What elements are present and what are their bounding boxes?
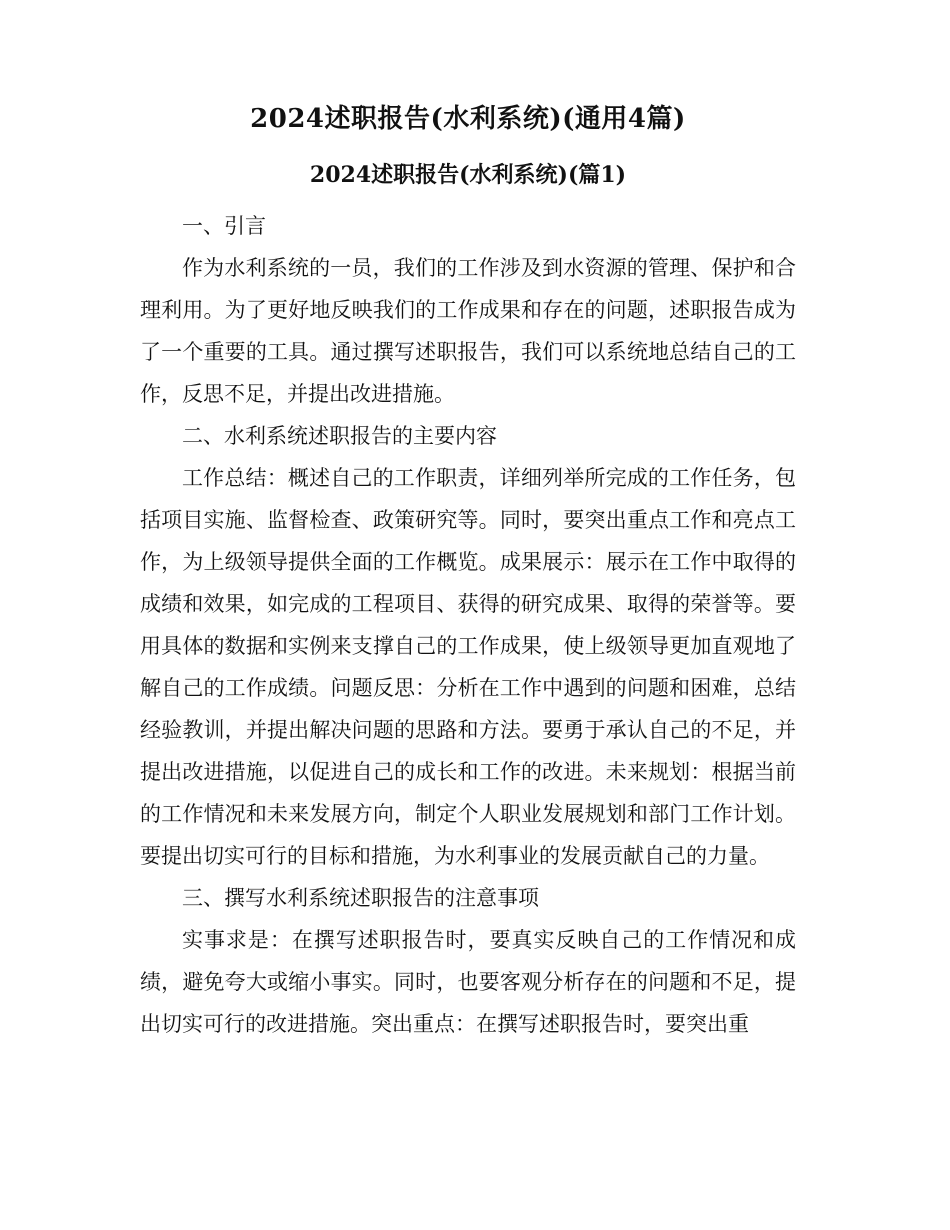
section-heading-notes: 三、撰写水利系统述职报告的注意事项 xyxy=(182,886,539,910)
document-title: 2024述职报告(水利系统)(通用4篇) xyxy=(250,104,686,134)
section-heading-introduction: 一、引言 xyxy=(182,214,266,238)
section-paragraph-notes: 实事求是：在撰写述职报告时，要真实反映自己的工作情况和成绩，避免夸大或缩小事实。同时，也要客观分析存在的问题和不足，提出切实可行的改进措施。突出重点：在撰写述职报告时，要突出重 xyxy=(140,928,796,1036)
section-paragraph-main-content: 工作总结：概述自己的工作职责，详细列举所完成的工作任务，包括项目实施、监督检查、政策研究等。同时，要突出重点工作和亮点工作，为上级领导提供全面的工作概览。成果展示：展示在工作中取得的成绩和效果，如完成的工程项目、获得的研究成果、取得的荣誉等。要用具体的数据和实例来支撑自己的工作成果，使上级领导更加直观地了解自己的工作成绩。问题反思：分析在工作中遇到的问题和困难，总结经验教训，并提出解决问题的思路和方法。要勇于承认自己的不足，并提出改进措施，以促进自己的成长和工作的改进。未来规划：根据当前的工作情况和未来发展方向，制定个人职业发展规划和部门工作计划。要提出切实可行的目标和措施，为水利事业的发展贡献自己的力量。 xyxy=(140,466,796,868)
document-subtitle: 2024述职报告(水利系统)(篇1) xyxy=(309,162,627,188)
document-body xyxy=(140,101,796,1045)
section-paragraph-introduction: 作为水利系统的一员，我们的工作涉及到水资源的管理、保护和合理利用。为了更好地反映我们的工作成果和存在的问题，述职报告成为了一个重要的工具。通过撰写述职报告，我们可以系统地总结自己的工作，反思不足，并提出改进措施。 xyxy=(140,256,796,406)
section-heading-main-content: 二、水利系统述职报告的主要内容 xyxy=(182,424,497,448)
